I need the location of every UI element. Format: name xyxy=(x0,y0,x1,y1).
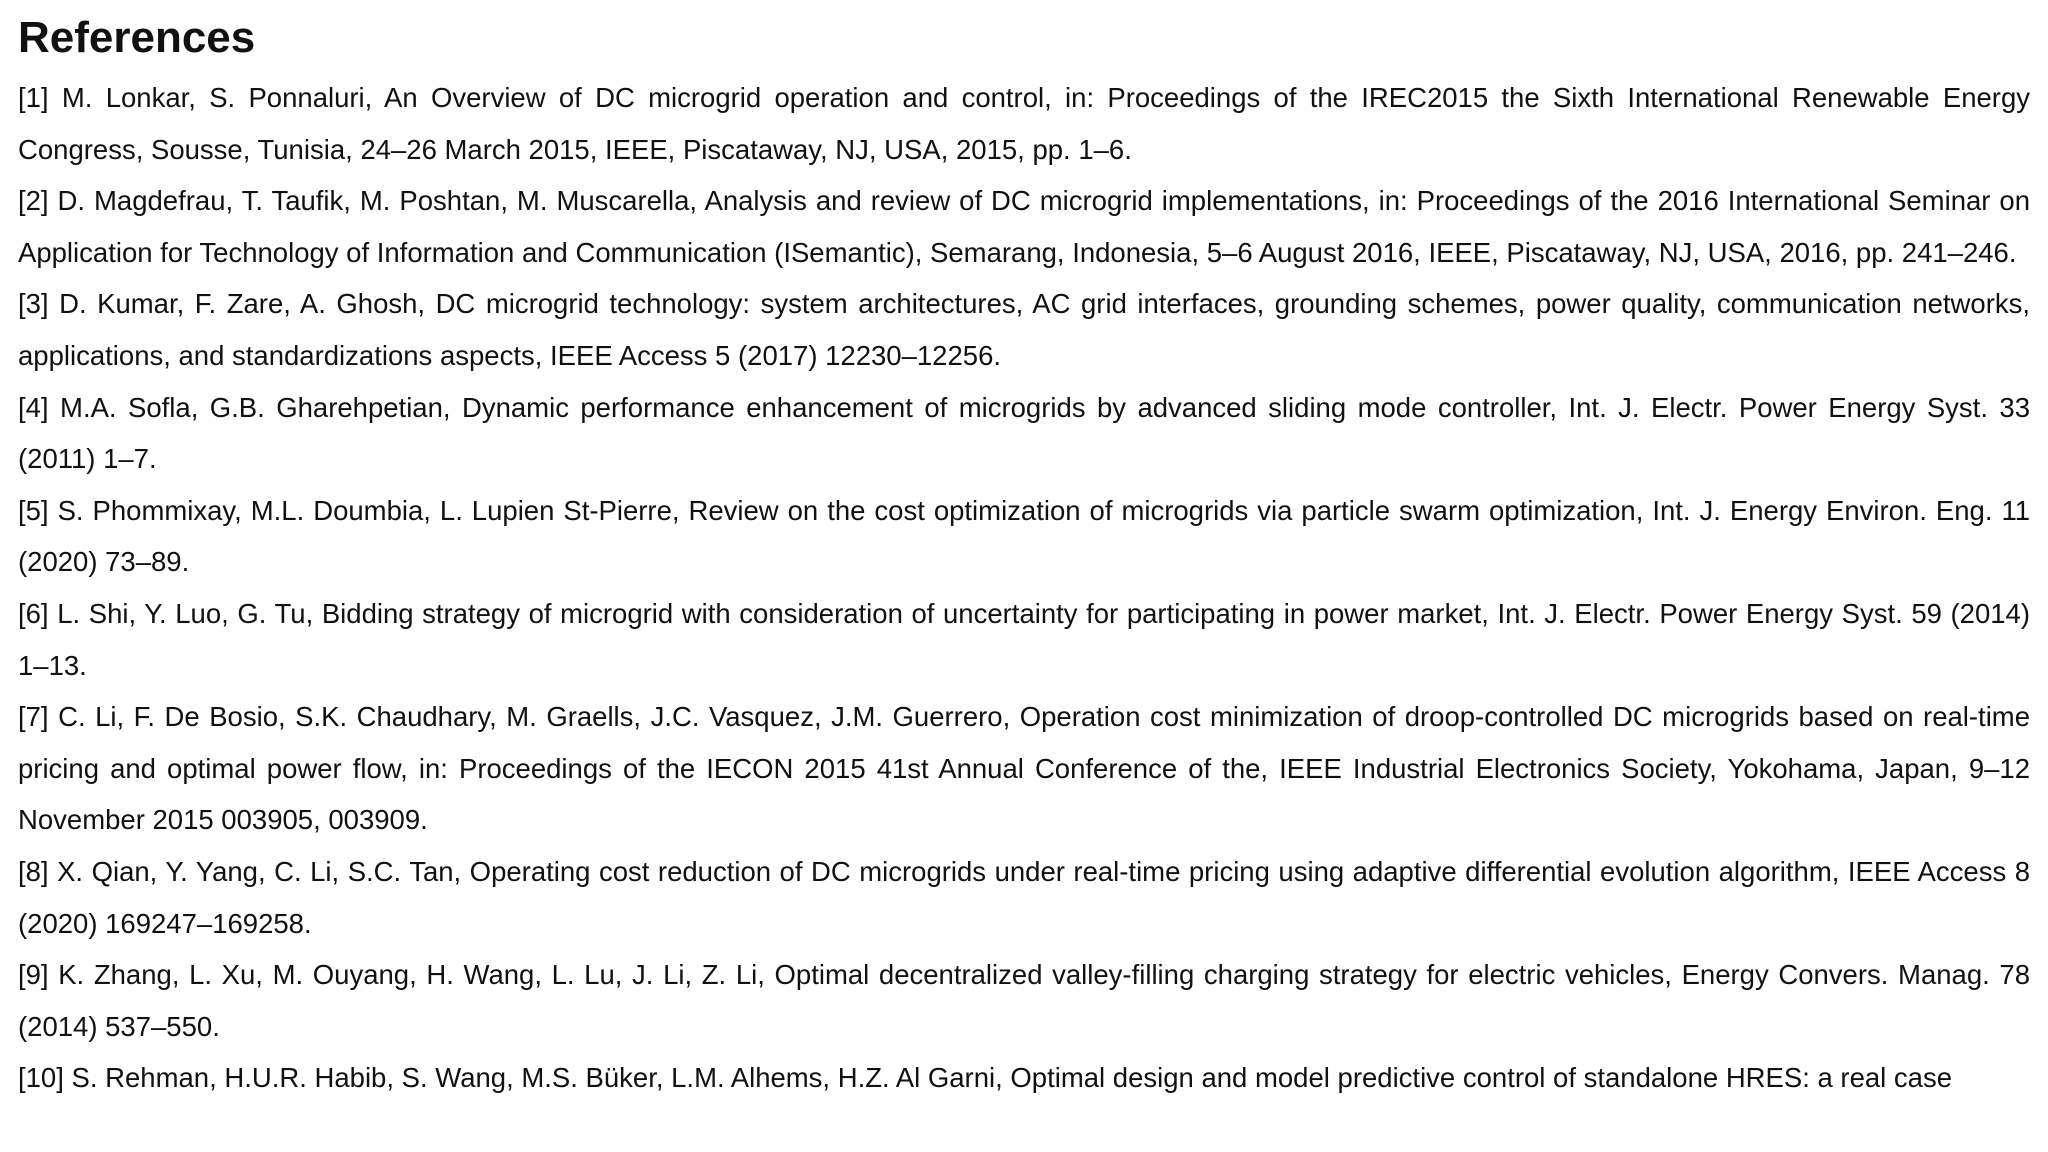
reference-entry xyxy=(18,382,2030,485)
reference-number: [10] xyxy=(18,1062,64,1094)
reference-number: [3] xyxy=(18,288,49,320)
reference-list xyxy=(18,72,2030,1104)
reference-entry xyxy=(18,1052,2030,1104)
reference-entry xyxy=(18,175,2030,278)
reference-text: C. Li, F. De Bosio, S.K. Chaudhary, M. Graells, J.C. Vasquez, J.M. Guerrero, Operation cost minimization of droop-controlled DC microgrids based on real-time pricing and optimal power flow, in: Proceedings of the IECON 2015 41st Annual Conference of the, IEEE Industrial Electronics Society, Yokohama, Japan, 9–12 November 2015 003905, 003909. xyxy=(18,701,2031,836)
reference-text: S. Phommixay, M.L. Doumbia, L. Lupien St-Pierre, Review on the cost optimization of microgrids via particle swarm optimization, Int. J. Energy Environ. Eng. 11 (2020) 73–89. xyxy=(18,494,2030,578)
reference-text: D. Magdefrau, T. Taufik, M. Poshtan, M. Muscarella, Analysis and review of DC microgrid implementations, in: Proceedings of the 2016 International Seminar on Application for Technology of Information and Communication (ISemantic), Semarang, Indonesia, 5–6 August 2016, IEEE, Piscataway, NJ, USA, 2016, pp. 241–246. xyxy=(18,185,2030,268)
reference-number: [7] xyxy=(18,701,49,733)
reference-number: [8] xyxy=(18,855,49,887)
reference-entry xyxy=(18,485,2030,588)
reference-entry xyxy=(18,72,2030,175)
references-page xyxy=(18,0,2030,1104)
reference-text: S. Rehman, H.U.R. Habib, S. Wang, M.S. Büker, L.M. Alhems, H.Z. Al Garni, Optimal design and model predictive control of standalone HRES: a real case xyxy=(71,1062,1953,1094)
reference-number: [5] xyxy=(18,494,49,526)
reference-entry xyxy=(18,588,2030,691)
reference-text: D. Kumar, F. Zare, A. Ghosh, DC microgrid technology: system architectures, AC grid interfaces, grounding schemes, power quality, communication networks, applications, and standardizations aspects, IEEE Access 5 (2017) 12230–12256. xyxy=(18,288,2031,371)
section-heading: References xyxy=(18,13,256,62)
reference-number: [1] xyxy=(18,82,49,113)
reference-entry xyxy=(18,278,2030,381)
reference-number: [6] xyxy=(18,597,49,629)
reference-text: K. Zhang, L. Xu, M. Ouyang, H. Wang, L. Lu, J. Li, Z. Li, Optimal decentralized valley-filling charging strategy for electric vehicles, Energy Convers. Manag. 78 (2014) 537–550. xyxy=(18,959,2030,1042)
reference-entry xyxy=(18,691,2030,846)
reference-number: [4] xyxy=(18,391,49,423)
reference-entry xyxy=(18,846,2030,949)
reference-number: [2] xyxy=(18,185,49,217)
reference-text: X. Qian, Y. Yang, C. Li, S.C. Tan, Operating cost reduction of DC microgrids under real-time pricing using adaptive differential evolution algorithm, IEEE Access 8 (2020) 169247–169258. xyxy=(18,855,2030,939)
reference-text: L. Shi, Y. Luo, G. Tu, Bidding strategy of microgrid with consideration of uncertainty for participating in power market, Int. J. Electr. Power Energy Syst. 59 (2014) 1–13. xyxy=(18,597,2031,681)
reference-number: [9] xyxy=(18,959,49,991)
reference-entry xyxy=(18,949,2030,1052)
reference-text: M. Lonkar, S. Ponnaluri, An Overview of DC microgrid operation and control, in: Proceedings of the IREC2015 the Sixth International Renewable Energy Congress, Sousse, Tunisia, 24–26 March 2015, IEEE, Piscataway, NJ, USA, 2015, pp. 1–6. xyxy=(18,82,2031,165)
reference-text: M.A. Sofla, G.B. Gharehpetian, Dynamic performance enhancement of microgrids by advanced sliding mode controller, Int. J. Electr. Power Energy Syst. 33 (2011) 1–7. xyxy=(18,391,2030,475)
